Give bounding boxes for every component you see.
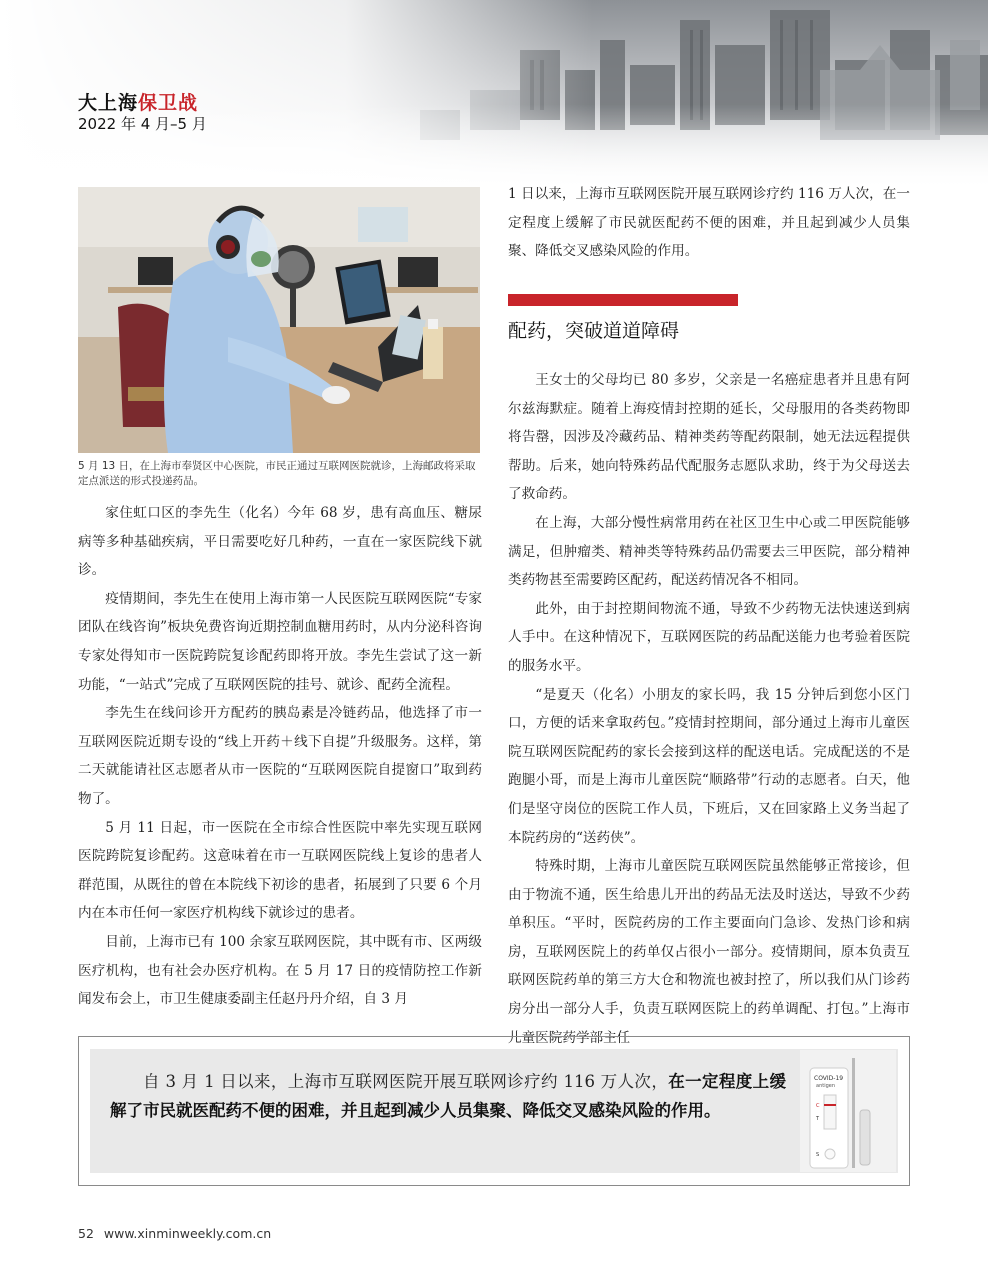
- pull-quote-normal: 自 3 月 1 日以来，上海市互联网医院开展互联网诊疗约 116 万人次，: [143, 1072, 669, 1091]
- paragraph: 王女士的父母均已 80 多岁，父亲是一名癌症患者并且患有阿尔兹海默症。随着上海疫情封控期的延长，父母服用的各类药物即将告罄，因涉及冷藏药品、精神类药等配药限制，她无法远程提供帮助。后来，她向特殊药品代配服务志愿队求助，终于为父母送去了救命药。: [508, 372, 910, 503]
- test-kit-mark-c: C: [816, 1103, 820, 1109]
- paragraph: “是夏天（化名）小朋友的家长吗，我 15 分钟后到您小区门口，方便的话来拿取药包。”疫情封控期间，部分通过上海市儿童医院互联网医院配药的家长会接到这样的配送电话。完成配送的不是跑腿小哥，而是上海市儿童医院“顺路带”行动的志愿者。白天，他们是坚守岗位的医院工作人员，下班后，又在回家路上义务当起了本院药房的“送药侠”。: [508, 686, 910, 846]
- section-title: 配药，突破道道障碍: [508, 320, 680, 342]
- antigen-test-kit-image: [800, 1050, 896, 1172]
- series-prefix: 大上海: [78, 92, 139, 114]
- page-number: 52: [78, 1226, 94, 1241]
- paragraph: 特殊时期，上海市儿童医院互联网医院虽然能够正常接诊，但由于物流不通，医生给患儿开出的药品无法及时送达，导致不少药单积压。“平时，医院药房的工作主要面向门急诊、发热门诊和病房，互联网医院上的药单仅占很小一部分。疫情期间，原本负责互联网医院药单的第三方大仓和物流也被封控了，所以我们从门诊药房分出一部分人手，负责互联网医院上的药单调配、打包。”上海市儿童医院药学部主任: [508, 858, 910, 1046]
- paragraph: 5 月 11 日起，市一医院在全市综合性医院中率先实现互联网医院跨院复诊配药。这意味着在市一互联网医院线上复诊的患者人群范围，从既往的曾在本院线下初诊的患者，拓展到了只要 6 个月内在本市任何一家医疗机构线下就诊过的患者。: [78, 819, 482, 922]
- issue-date: 2022 年 4 月–5 月: [78, 115, 207, 133]
- paragraph: 疫情期间，李先生在使用上海市第一人民医院互联网医院“专家团队在线咨询”板块免费咨询近期控制血糖用药时，从内分泌科咨询专家处得知市一医院跨院复诊配药即将开放。李先生尝试了这一新功能，“一站式”完成了互联网医院的挂号、就诊、配药全流程。: [78, 590, 482, 693]
- series-accent: 保卫战: [138, 92, 199, 114]
- article-left-column: [78, 499, 482, 1014]
- paragraph: 李先生在线问诊开方配药的胰岛素是冷链药品，他选择了市一互联网医院近期专设的“线上开药＋线下自提”升级服务。这样，第二天就能请社区志愿者从市一医院的“互联网医院自提窗口”取到药物了。: [78, 705, 482, 807]
- photo-caption: 5 月 13 日，在上海市奉贤区中心医院，市民正通过互联网医院就诊，上海邮政将采取定点派送的形式投递药品。: [78, 460, 476, 487]
- page-footer: [78, 1226, 271, 1241]
- article-right-column-top: [508, 180, 910, 266]
- section-accent-bar: [508, 294, 738, 306]
- paragraph: 家住虹口区的李先生（化名）今年 68 岁，患有高血压、糖尿病等多种基础疾病，平日需要吃好几种药，一直在一家医院线下就诊。: [78, 505, 482, 579]
- series-title: [78, 88, 198, 115]
- test-kit-mark-s: S: [816, 1152, 820, 1158]
- doctor-online-consultation-photo: [78, 187, 480, 453]
- test-kit-brand: COVID-19: [814, 1075, 844, 1082]
- test-kit-sub: antigen: [816, 1083, 836, 1089]
- test-kit-mark-t: T: [816, 1116, 820, 1122]
- paragraph-continuation: 1 日以来，上海市互联网医院开展互联网诊疗约 116 万人次，在一定程度上缓解了市民就医配药不便的困难，并且起到减少人员集聚、降低交叉感染风险的作用。: [508, 186, 910, 260]
- pull-quote: [110, 1067, 786, 1125]
- paragraph: 目前，上海市已有 100 余家互联网医院，其中既有市、区两级医疗机构，也有社会办医疗机构。在 5 月 17 日的疫情防控工作新闻发布会上，市卫生健康委副主任赵丹丹介绍，自 3 月: [78, 933, 482, 1008]
- pull-quote-bold: 在一定程度上缓解了市民就医配药不便的困难，并且起到减少人员集聚、降低交叉感染风险的作用。: [110, 1072, 786, 1120]
- article-right-column: [508, 366, 910, 1052]
- paragraph: 此外，由于封控期间物流不通，导致不少药物无法快速送到病人手中。在这种情况下，互联网医院的药品配送能力也考验着医院的服务水平。: [508, 600, 910, 674]
- paragraph: 在上海，大部分慢性病常用药在社区卫生中心或二甲医院能够满足，但肿瘤类、精神类等特殊药品仍需要去三甲医院，部分精神类药物甚至需要跨区配药，配送药情况各不相同。: [508, 514, 910, 589]
- website-link[interactable]: www.xinminweekly.com.cn: [103, 1226, 272, 1241]
